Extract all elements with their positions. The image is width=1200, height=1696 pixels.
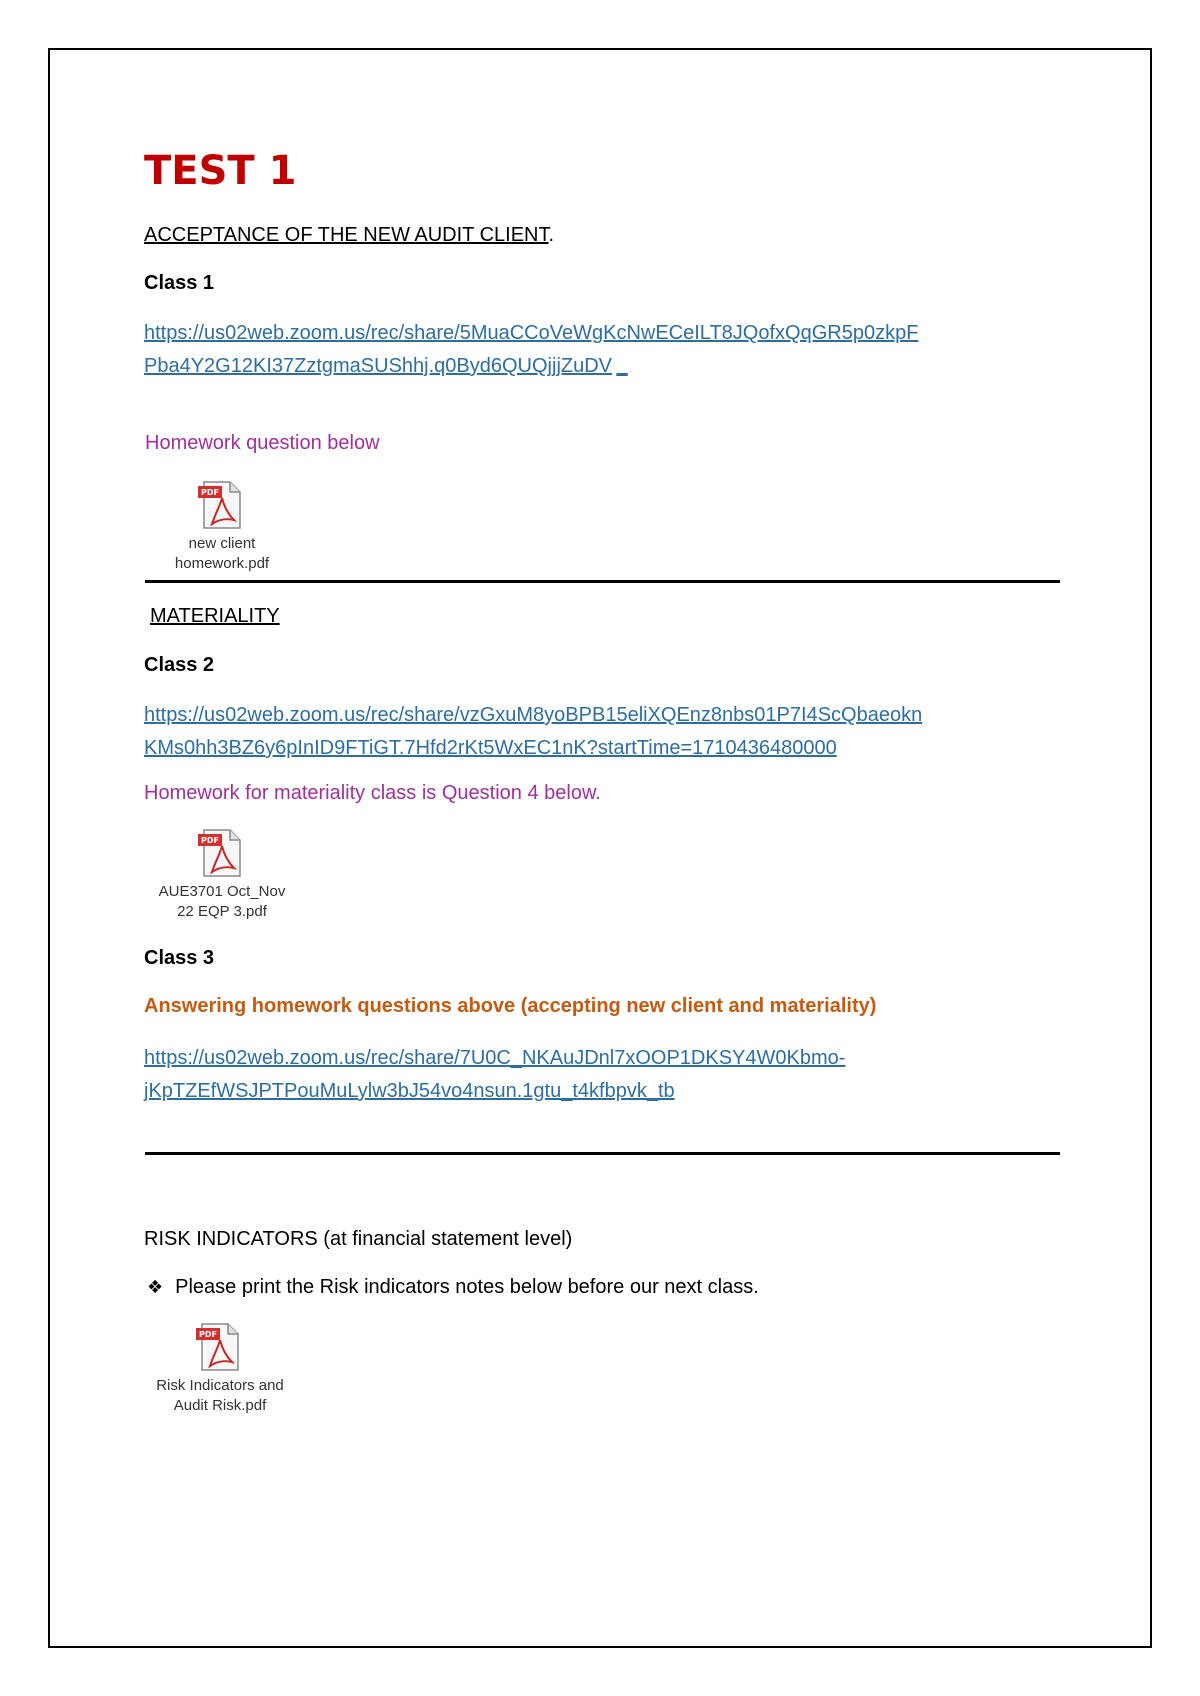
class-2-recording-link-line1[interactable]: https://us02web.zoom.us/rec/share/vzGxuM8yoBPB15eliXQEnz8nbs01P7I4ScQbaeokn [144, 704, 923, 726]
svg-text:PDF: PDF [201, 488, 219, 497]
risk-bullet-text: Please print the Risk indicators notes below before our next class. [175, 1276, 759, 1298]
attachment-name-line1: new client [188, 535, 256, 552]
pdf-file-icon [196, 828, 248, 878]
class-1-recording-link-line1[interactable]: https://us02web.zoom.us/rec/share/5MuaCCoVeWgKcNwECeILT8JQofxQqGR5p0zkpF [144, 322, 919, 344]
attachment-name-line2: homework.pdf [174, 555, 270, 572]
section-divider-1 [145, 580, 1060, 583]
class-2-label: Class 2 [144, 654, 215, 676]
acceptance-heading-suffix: . [548, 224, 555, 246]
attachment-name-line2: 22 EQP 3.pdf [177, 903, 267, 920]
class-2-recording-link-line2[interactable]: KMs0hh3BZ6y6pInID9FTiGT.7Hfd2rKt5WxEC1nK?startTime=1710436480000 [144, 737, 837, 759]
attachment-name-line1: AUE3701 Oct_Nov [158, 883, 286, 900]
class-1-link-tail: _ [616, 355, 628, 377]
risk-bullet-item [147, 1276, 759, 1299]
materiality-homework-note: Homework for materiality class is Question 4 below. [144, 782, 601, 804]
svg-text:PDF: PDF [199, 1330, 217, 1339]
materiality-heading: MATERIALITY [150, 605, 280, 627]
risk-heading-row [144, 1228, 572, 1251]
pdf-file-icon [196, 480, 248, 530]
class-3-recording-link-line1[interactable]: https://us02web.zoom.us/rec/share/7U0C_NKAuJDnl7xOOP1DKSY4W0Kbmo- [144, 1047, 846, 1069]
acceptance-heading-row [144, 224, 554, 247]
attachment-name-line2: Audit Risk.pdf [173, 1397, 267, 1414]
class-3-recording-link-line2[interactable]: jKpTZEfWSJPTPouMuLylw3bJ54vo4nsun.1gtu_t4kfbpvk_tb [144, 1080, 675, 1102]
class-1-homework-note: Homework question below [145, 432, 380, 454]
diamond-bullet-icon: ❖ [147, 1277, 164, 1297]
acceptance-heading: ACCEPTANCE OF THE NEW AUDIT CLIENT [144, 224, 549, 246]
attachment-name-line1: Risk Indicators and [156, 1377, 284, 1394]
class-1-recording-link-line2[interactable]: Pba4Y2G12KI37ZztgmaSUShhj.q0Byd6QUQjjjZuDV [144, 355, 613, 377]
class-3-label: Class 3 [144, 947, 215, 969]
pdf-file-icon [194, 1322, 246, 1372]
risk-heading-suffix: (at financial statement level) [317, 1228, 573, 1250]
svg-text:PDF: PDF [201, 836, 219, 845]
page-title: TEST 1 [144, 148, 297, 194]
class-1-label: Class 1 [144, 272, 215, 294]
section-divider-2 [145, 1152, 1060, 1155]
class-1-recording-link-line2-row [144, 350, 628, 382]
risk-heading: RISK INDICATORS [144, 1228, 318, 1250]
aue3701-exam-attachment[interactable] [142, 828, 302, 922]
new-client-homework-attachment[interactable] [142, 480, 302, 574]
class-3-note: Answering homework questions above (accepting new client and materiality) [144, 995, 877, 1017]
risk-indicators-attachment[interactable] [140, 1322, 300, 1416]
